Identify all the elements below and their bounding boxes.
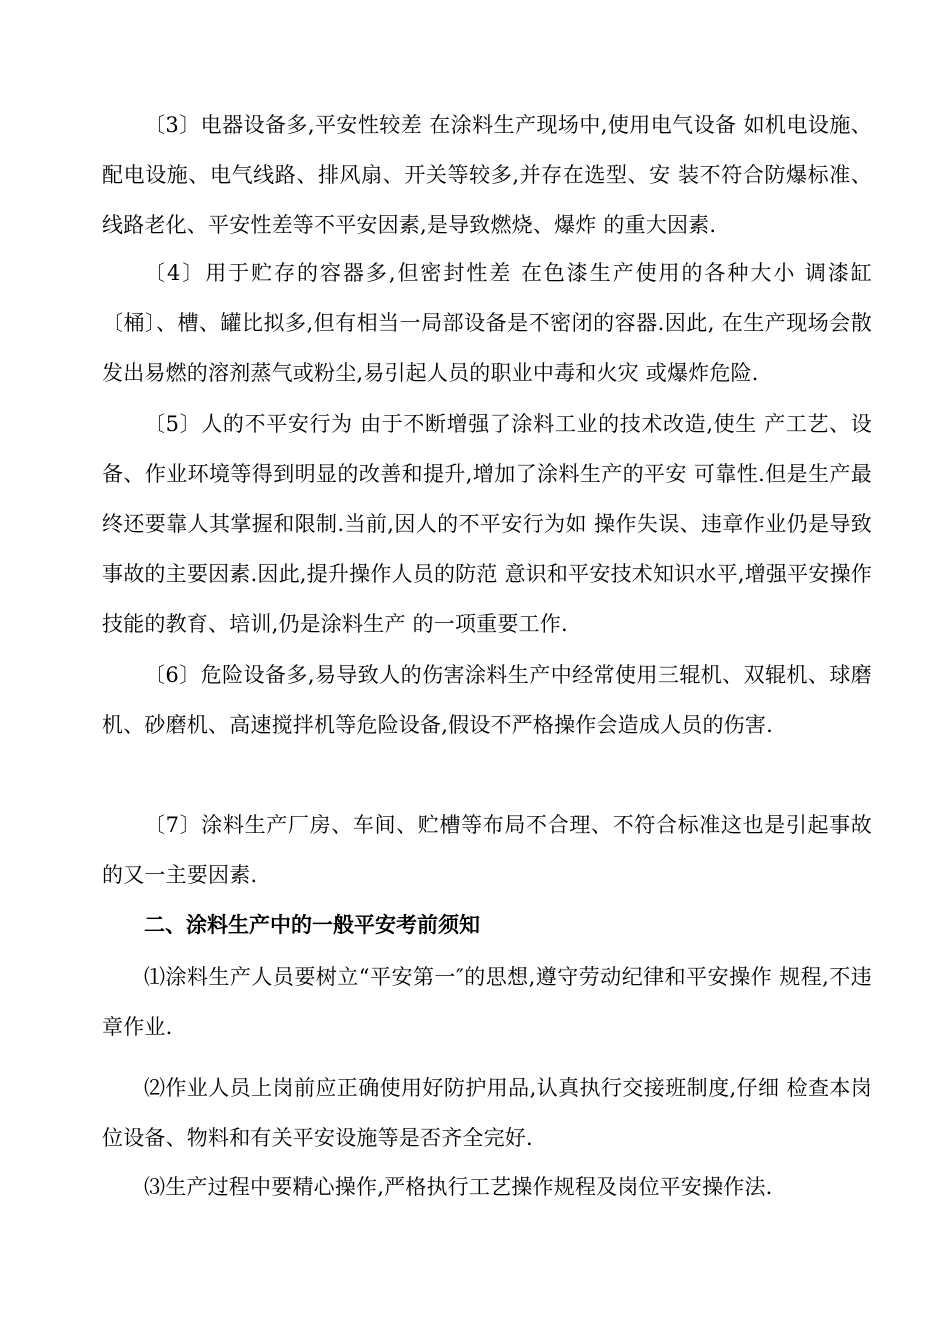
paragraph-dangerous-equipment: 〔6〕危险设备多,易导致人的伤害涂料生产中经常使用三辊机、双辊机、球磨机、砂磨机、高速搅拌机等危险设备,假设不严格操作会造成人员的伤害. xyxy=(102,663,872,737)
list-item-protective-gear: ⑵作业人员上岗前应正确使用好防护用品,认真执行交接班制度,仔细 检查本岗位设备、物料和有关平安设施等是否齐全完好. xyxy=(102,1076,872,1150)
section-heading: 二、涂料生产中的一般平安考前须知 xyxy=(144,913,480,937)
paragraph-electrical-equipment: 〔3〕电器设备多,平安性较差 在涂料生产现场中,使用电气设备 如机电设施、配电设施、电气线路、排风扇、开关等较多,并存在选型、安 装不符合防爆标准、线路老化、平安性差等不平安因素,是导致燃烧、爆炸 的重大因素. xyxy=(102,113,872,237)
paragraph-unsafe-behavior: 〔5〕人的不平安行为 由于不断增强了涂料工业的技术改造,使生 产工艺、设备、作业环境等得到明显的改善和提升,增加了涂料生产的平安 可靠性.但是生产最终还要靠人其掌握和限制.当前,因人的不平安行为如 操作失误、违章作业仍是导致事故的主要因素.因此,提升操作人员的防范 意识和平安技术知识水平,增强平安操作技能的教育、培训,仍是涂料生产 的一项重要工作. xyxy=(102,412,872,636)
paragraph-layout-issues: 〔7〕涂料生产厂房、车间、贮槽等布局不合理、不符合标准这也是引起事故的又一主要因素. xyxy=(102,813,872,887)
list-item-careful-operation: ⑶生产过程中要精心操作,严格执行工艺操作规程及岗位平安操作法. xyxy=(144,1175,773,1199)
paragraph-storage-containers: 〔4〕用于贮存的容器多,但密封性差 在色漆生产使用的各种大小 调漆缸〔桶〕、槽、罐比拟多,但有相当一局部设备是不密闭的容器.因此, 在生产现场会散发出易燃的溶剂蒸气或粉尘,易引起人员的职业中毒和火灾 或爆炸危险. xyxy=(102,261,872,385)
list-item-safety-first: ⑴涂料生产人员要树立“平安第一″的思想,遵守劳动纪律和平安操作 规程,不违章作业. xyxy=(102,965,872,1039)
